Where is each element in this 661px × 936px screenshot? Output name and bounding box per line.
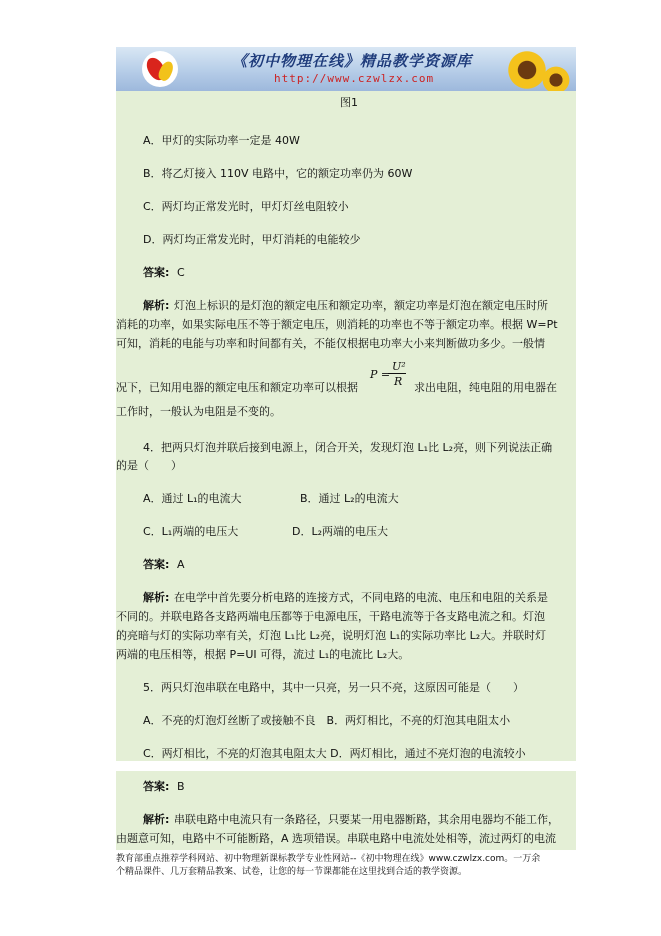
q4-option-b: B．通过 L₂的电流大	[300, 492, 399, 505]
q4-analysis-line3: 的亮暗与灯的实际功率有关，灯泡 L₁比 L₂亮，说明灯泡 L₁的实际功率比 L₂大。并联时灯	[116, 629, 547, 642]
q5-answer-label: 答案:	[143, 780, 170, 793]
q3-analysis-line1: 灯泡上标识的是灯泡的额定电压和额定功率，额定功率是灯泡在额定电压时所	[174, 299, 548, 312]
banner-title: 《初中物理在线》精品教学资源库	[232, 52, 473, 70]
q3-option-d: D．两灯均正常发光时，甲灯消耗的电能较少	[143, 233, 361, 246]
q5-analysis-line1: 串联电路中电流只有一条路径，只要某一用电器断路，其余用电器均不能工作，	[174, 813, 559, 826]
q4-option-a: A．通过 L₁的电流大	[143, 492, 242, 505]
q4-answer-value: A	[177, 558, 185, 571]
q3-option-a: A．甲灯的实际功率一定是 40W	[143, 134, 300, 147]
figure-caption: 图1	[340, 96, 358, 109]
site-banner	[116, 47, 576, 91]
q3-option-b: B．将乙灯接入 110V 电路中，它的额定功率仍为 60W	[143, 167, 413, 180]
page-footer	[116, 853, 576, 879]
q5-stem: 5．两只灯泡串联在电路中，其中一只亮，另一只不亮，这原因可能是（ ）	[143, 681, 524, 694]
q3-analysis-line5: 工作时，一般认为电阻是不变的。	[116, 405, 281, 418]
q4-analysis-line4: 两端的电压相等，根据 P=UI 可得，流过 L₁的电流比 L₂大。	[116, 648, 410, 661]
formula-denominator: R	[394, 375, 403, 388]
q3-analysis-line3: 可知，消耗的电能与功率和时间都有关，不能仅根据电功率大小来判断做功多少。一般情	[116, 337, 545, 350]
q3-answer-label: 答案:	[143, 266, 170, 279]
fraction-bar	[388, 373, 406, 374]
q5-analysis-line2: 由题意可知，电路中不可能断路，A 选项错误。串联电路中电流处处相等，流过两灯的电流	[116, 832, 557, 845]
q3-analysis-line2: 消耗的功率，如果实际电压不等于额定电压，则消耗的功率也不等于额定功率。根据 W=Pt	[116, 318, 558, 331]
q5-options-cd: C．两灯相比，不亮的灯泡其电阻太大 D．两灯相比，通过不亮灯泡的电流较小	[143, 747, 526, 760]
power-formula	[370, 360, 410, 394]
q3-analysis-label: 解析:	[143, 299, 170, 312]
q3-analysis-line4b: 求出电阻，纯电阻的用电器在	[414, 381, 557, 394]
q4-stem-line2: 的是（ ）	[116, 459, 182, 472]
q5-options-ab: A．不亮的灯泡灯丝断了或接触不良 B．两灯相比，不亮的灯泡其电阻太小	[143, 714, 511, 727]
q5-analysis-label: 解析:	[143, 813, 170, 826]
footer-line1: 教育部重点推荐学科网站、初中物理新课标教学专业性网站--《初中物理在线》www.czwlzx.com。一万余	[116, 854, 541, 864]
sunflower-image-small	[541, 65, 571, 91]
q4-analysis-label: 解析:	[143, 591, 170, 604]
formula-lhs: P =	[370, 368, 391, 381]
q4-answer-label: 答案:	[143, 558, 170, 571]
q4-analysis-line2: 不同的。并联电路各支路两端电压都等于电源电压，干路电流等于各支路电流之和。灯泡	[116, 610, 545, 623]
q4-option-c: C．L₁两端的电压大	[143, 525, 239, 538]
q4-analysis-line1: 在电学中首先要分析电路的连接方式，不同电路的电流、电压和电阻的关系是	[174, 591, 548, 604]
banner-url[interactable]: http://www.czwlzx.com	[274, 72, 435, 85]
formula-numerator: U²	[392, 360, 406, 373]
q3-answer-value: C	[177, 266, 185, 279]
q4-option-d: D．L₂两端的电压大	[292, 525, 389, 538]
q3-option-c: C．两灯均正常发光时，甲灯灯丝电阻较小	[143, 200, 349, 213]
footer-line2: 个精品课件、几万套精品教案、试卷，让您的每一节课都能在这里找到合适的教学资源。	[116, 867, 468, 877]
q5-answer-value: B	[177, 780, 185, 793]
q3-analysis-line4: 况下，已知用电器的额定电压和额定功率可以根据	[116, 381, 358, 394]
q4-stem-line1: 4．把两只灯泡并联后接到电源上，闭合开关，发现灯泡 L₁比 L₂亮，则下列说法正确	[143, 441, 553, 454]
